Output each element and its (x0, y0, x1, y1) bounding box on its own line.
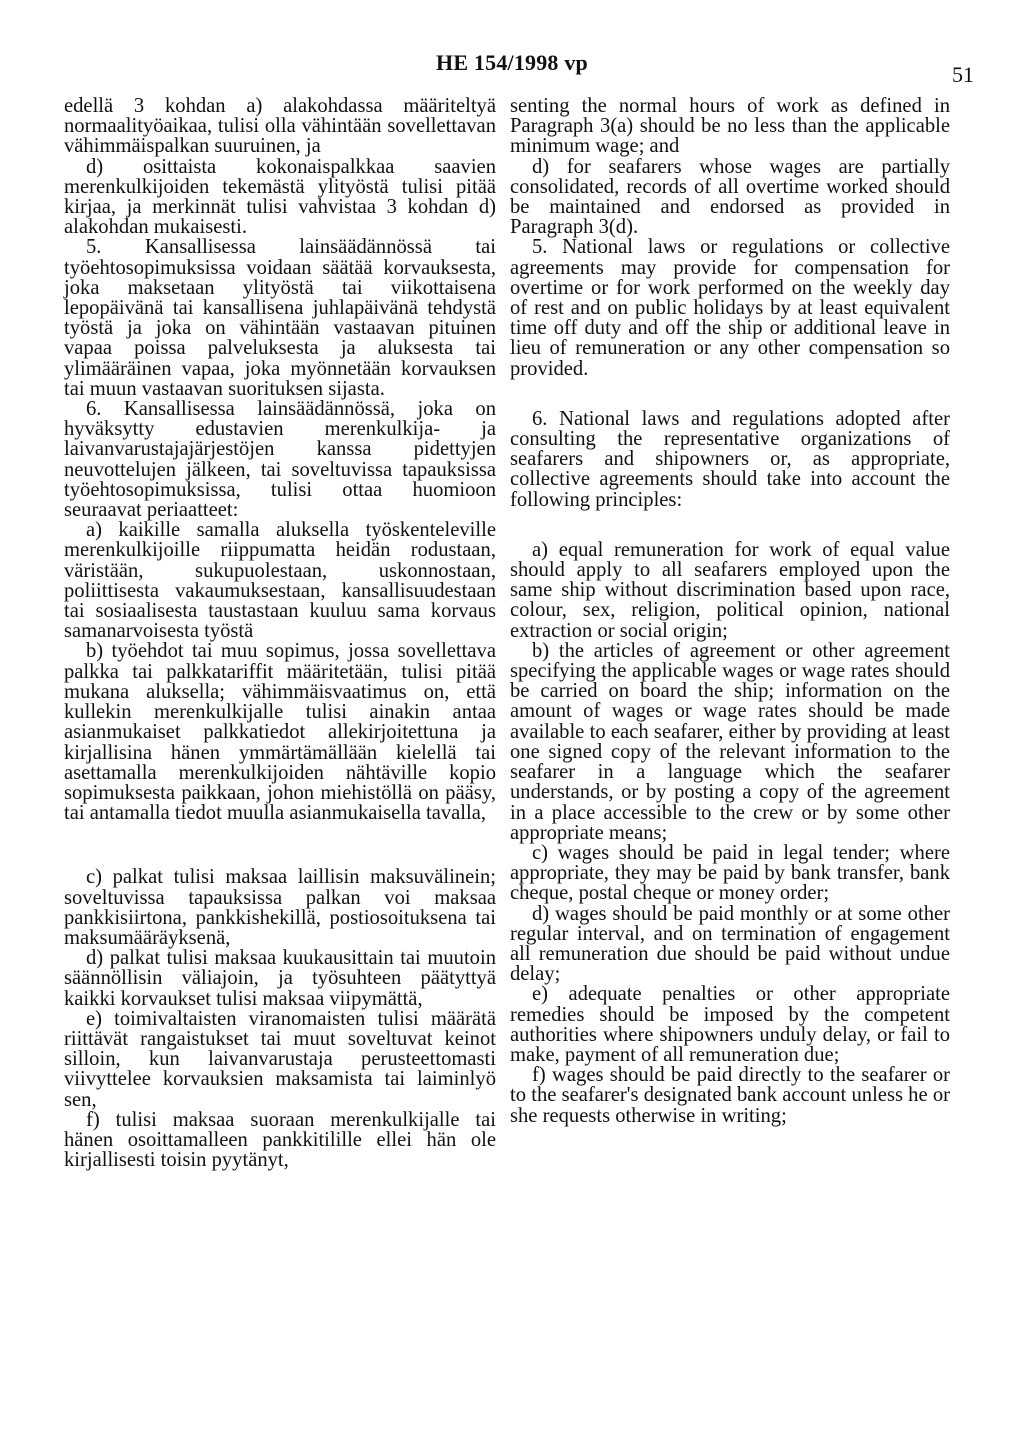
left-paragraph-5: 5. Kansallisessa lainsäädännössä tai työehtosopimuksissa voidaan säätää korvauksesta, joka maksetaan ylityöstä tai viikottaisena lepopäivänä tai kansallisena juhlapäivänä tehdystä työstä ja joka on vähintään vastaavan pituinen vapaa poissa palveluksesta ja aluksesta tai ylimääräinen vapaa, joka myönnetään korvauksen tai muun vastaavan suorituksen sijasta. (64, 236, 496, 400)
right-paragraph-6c: c) wages should be paid in legal tender; where appropriate, they may be paid by bank transfer, bank cheque, postal cheque or money order; (510, 841, 950, 905)
right-paragraph-6d: d) wages should be paid monthly or at some other regular interval, and on termination of engagement all remuneration due should be paid without undue delay; (510, 902, 950, 986)
left-paragraph-d: d) osittaista kokonaispalkkaa saavien merenkulkijoiden tekemästä ylityöstä tulisi pitää kirjaa, ja merkinnät tulisi vahvistaa 3 kohdan d) alakohdan mukaisesti. (64, 155, 496, 239)
left-paragraph-6c: c) palkat tulisi maksaa laillisin maksuvälinein; soveltuvissa tapauksissa palkan voi maksaa pankkisiirtona, pankkishekillä, postiosoituksena tai maksumääräyksenä, (64, 866, 496, 949)
right-spacer-2 (510, 510, 950, 540)
right-paragraph-6: 6. National laws and regulations adopted after consulting the representative organizations of seafarers and shipowners or, as appropriate, collective agreements should take into account the following principles: (510, 407, 950, 511)
left-paragraph-6d: d) palkat tulisi maksaa kuukausittain tai muutoin säännöllisin väliajoin, ja työsuhteen päätyttyä kaikki korvaukset tulisi maksaa viipymättä, (64, 947, 496, 1010)
left-paragraph-6: 6. Kansallisessa lainsäädännössä, joka on hyväksytty edustavien merenkulkija- ja laivanvarustajajärjestöjen kanssa pidettyjen neuvottelujen jälkeen, tai soveltuvissa tapauksissa työehtosopimuksissa, tulisi ottaa huomioon seuraavat periaatteet: (64, 398, 496, 522)
right-paragraph-d: d) for seafarers whose wages are partially consolidated, records of all overtime worked should be maintained and endorsed as provided in Paragraph 3(d). (510, 155, 950, 239)
left-paragraph-6b: b) työehdot tai muu sopimus, jossa sovellettava palkka tai palkkatariffit määritetään, tulisi pitää mukana aluksella; vähimmäisvaatimus on, että kullekin merenkulkijalle tulisi ainakin antaa asianmukaiset palkkatiedot allekirjoitettuna ja kirjallisina hänen ymmärtämällään kielellä tai asettamalla merenkulkijoiden nähtäville kopio sopimuksesta paikkaan, johon miehistöllä on pääsy, tai antamalla tiedot muulla asianmukaisella tavalla, (64, 640, 496, 825)
left-text-column (64, 96, 496, 1170)
right-paragraph-5: 5. National laws or regulations or collective agreements may provide for compensation for overtime or for work performed on the weekly day of rest and on public holidays by at least equivalent time off duty and off the ship or additional leave in lieu of remuneration or any other compensation so provided. (510, 236, 950, 380)
left-paragraph-cont: edellä 3 kohdan a) alakohdassa määriteltyä normaalityöaikaa, tulisi olla vähintään sovellettavan vähimmäispalkan suuruinen, ja (64, 95, 496, 158)
left-paragraph-6f: f) tulisi maksaa suoraan merenkulkijalle tai hänen osoittamalleen pankkitilille ellei hän ole kirjallisesti toisin pyytänyt, (64, 1108, 496, 1172)
page-number: 51 (952, 62, 974, 87)
right-paragraph-6e: e) adequate penalties or other appropriate remedies should be imposed by the competent authorities where shipowners unduly delay, or fail to make, payment of all remuneration due; (510, 983, 950, 1066)
right-paragraph-cont: senting the normal hours of work as defined in Paragraph 3(a) should be no less than the applicable minimum wage; and (510, 95, 950, 158)
right-text-column (510, 96, 950, 1126)
right-spacer-1 (510, 379, 950, 409)
right-paragraph-6f: f) wages should be paid directly to the seafarer or to the seafarer's designated bank account unless he or she requests otherwise in writing; (510, 1064, 950, 1127)
left-paragraph-6a: a) kaikille samalla aluksella työskenteleville merenkulkijoille riippumatta heidän rodustaan, väristään, sukupuolestaan, uskonnostaan, poliittisesta vakaumuksestaan, kansallisuudestaan tai sosiaalisesta taustastaan kuuluu sama korvaus samanarvoisesta työstä (64, 519, 496, 643)
left-paragraph-6e: e) toimivaltaisten viranomaisten tulisi määrätä riittävät rangaistukset tai muut soveltuvat keinot silloin, kun laivanvarustaja perusteettomasti viivyttelee korvauksien maksamista tai laiminlyö sen, (64, 1007, 496, 1111)
document-header-title: HE 154/1998 vp (436, 50, 588, 75)
right-paragraph-6b: b) the articles of agreement or other agreement specifying the applicable wages or wage rates should be carried on board the ship; information on the amount of wages or wage rates should be made available to each seafarer, either by providing at least one signed copy of the relevant information to the seafarer in a language which the seafarer understands, or by posting a copy of the agreement in a place accessible to the crew or by some other appropriate means; (510, 639, 950, 844)
right-paragraph-6a: a) equal remuneration for work of equal value should apply to all seafarers employed upon the same ship without discrimination based upon race, colour, sex, religion, political opinion, national extraction or social origin; (510, 538, 950, 642)
left-spacer (64, 823, 496, 867)
